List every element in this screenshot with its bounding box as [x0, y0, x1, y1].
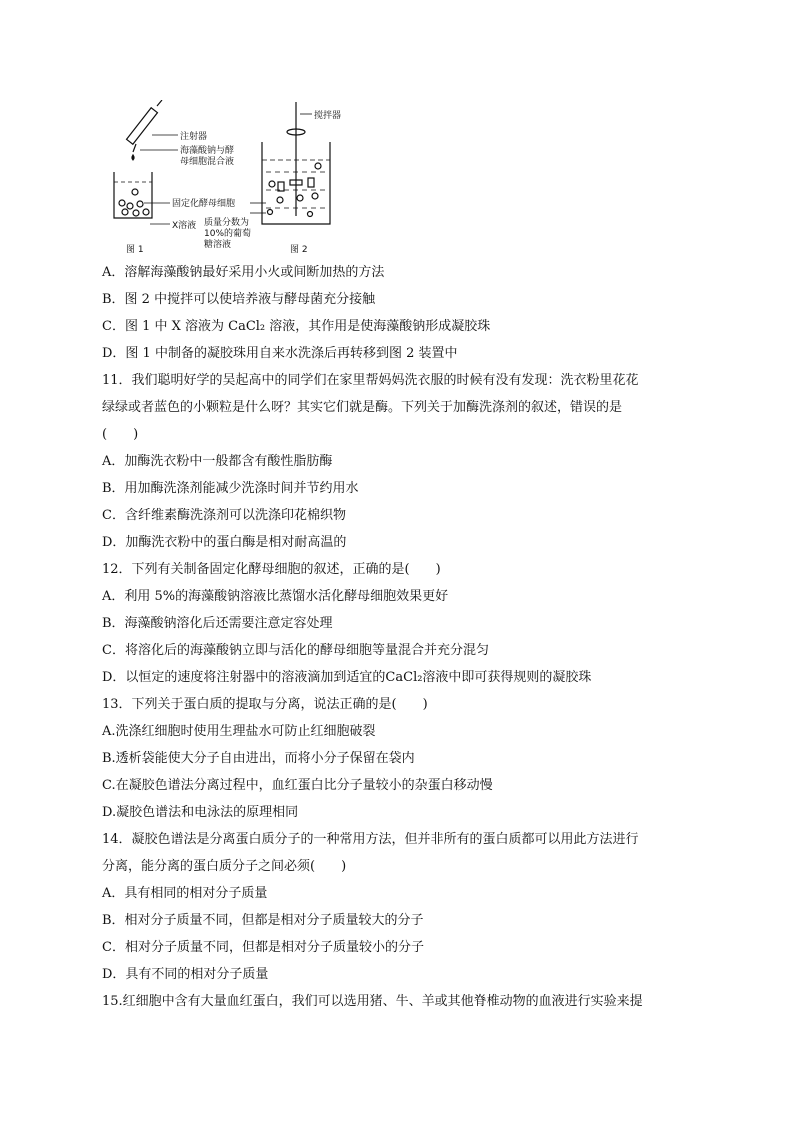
q12-stem: 12．下列有关制备固定化酵母细胞的叙述，正确的是( ) — [102, 562, 441, 577]
q13-option-c: C.在凝胶色谱法分离过程中，血红蛋白比分子量较小的杂蛋白移动慢 — [102, 778, 493, 793]
q11-option-a: A．加酶洗衣粉中一般都含有酸性脂肪酶 — [102, 454, 333, 469]
q11-answer-blank: ( ) — [102, 427, 139, 442]
q11-option-d: D．加酶洗衣粉中的蛋白酶是相对耐高温的 — [102, 535, 347, 550]
q11-stem-line-2: 绿绿或者蓝色的小颗粒是什么呀？其实它们就是酶。下列关于加酶洗涤剂的叙述，错误的是 — [102, 400, 623, 415]
q13-stem: 13．下列关于蛋白质的提取与分离，说法正确的是( ) — [102, 697, 428, 712]
q12-option-b: B．海藻酸钠溶化后还需要注意定容处理 — [102, 616, 333, 631]
label-fig2: 图 2 — [290, 245, 308, 255]
label-stirrer: 搅拌器 — [314, 111, 342, 121]
q14-option-b: B．相对分子质量不同，但都是相对分子质量较大的分子 — [102, 913, 424, 928]
q12-option-c: C．将溶化后的海藻酸钠立即与活化的酵母细胞等量混合并充分混匀 — [102, 643, 489, 658]
label-mix-2: 母细胞混合液 — [180, 157, 235, 167]
q13-option-a: A.洗涤红细胞时使用生理盐水可防止红细胞破裂 — [102, 724, 376, 739]
label-glucose-1: 质量分数为 — [204, 218, 250, 228]
label-immobilized: 固定化酵母细胞 — [172, 199, 236, 209]
q10-option-a: A．溶解海藻酸钠最好采用小火或间断加热的方法 — [102, 265, 385, 280]
q14-stem-line-1: 14．凝胶色谱法是分离蛋白质分子的一种常用方法，但并非所有的蛋白质都可以用此方法进行 — [102, 832, 639, 847]
q11-option-b: B．用加酶洗涤剂能减少洗涤时间并节约用水 — [102, 481, 359, 496]
q10-option-c: C．图 1 中 X 溶液为 CaCl₂ 溶液，其作用是使海藻酸钠形成凝胶珠 — [102, 319, 491, 334]
label-glucose-3: 糖溶液 — [204, 240, 232, 250]
q13-option-b: B.透析袋能使大分子自由进出，而将小分子保留在袋内 — [102, 751, 415, 766]
q12-option-d: D．以恒定的速度将注射器中的溶液滴加到适宜的CaCl₂溶液中即可获得规则的凝胶珠 — [102, 670, 592, 685]
q10-option-d: D．图 1 中制备的凝胶珠用自来水洗涤后再转移到图 2 装置中 — [102, 346, 458, 361]
q11-option-c: C．含纤维素酶洗涤剂可以洗涤印花棉织物 — [102, 508, 346, 523]
label-fig1: 图 1 — [126, 245, 144, 255]
label-glucose-2: 10%的葡萄 — [204, 229, 252, 239]
experiment-figure — [100, 100, 400, 258]
label-syringe: 注射器 — [180, 132, 208, 142]
syringe-drawing — [127, 100, 162, 160]
label-x-solution: X溶液 — [172, 221, 197, 231]
q14-option-a: A．具有相同的相对分子质量 — [102, 886, 268, 901]
q10-option-b: B．图 2 中搅拌可以使培养液与酵母菌充分接触 — [102, 292, 376, 307]
q14-stem-line-2: 分离，能分离的蛋白质分子之间必须( ) — [102, 859, 347, 874]
q14-option-d: D．具有不同的相对分子质量 — [102, 967, 269, 982]
label-mix-1: 海藻酸钠与酵 — [180, 146, 235, 156]
q14-option-c: C．相对分子质量不同，但都是相对分子质量较小的分子 — [102, 940, 424, 955]
q12-option-a: A．利用 5%的海藻酸钠溶液比蒸馏水活化酵母细胞效果更好 — [102, 589, 449, 604]
q11-stem-line-1: 11．我们聪明好学的吴起高中的同学们在家里帮妈妈洗衣服的时候有没有发现：洗衣粉里花花 — [102, 373, 639, 388]
q15-stem-line-1: 15.红细胞中含有大量血红蛋白，我们可以选用猪、牛、羊或其他脊椎动物的血液进行实验来提 — [102, 994, 643, 1009]
beaker-1 — [114, 172, 152, 218]
figure-drawing — [100, 100, 400, 258]
q13-option-d: D.凝胶色谱法和电泳法的原理相同 — [102, 805, 299, 820]
